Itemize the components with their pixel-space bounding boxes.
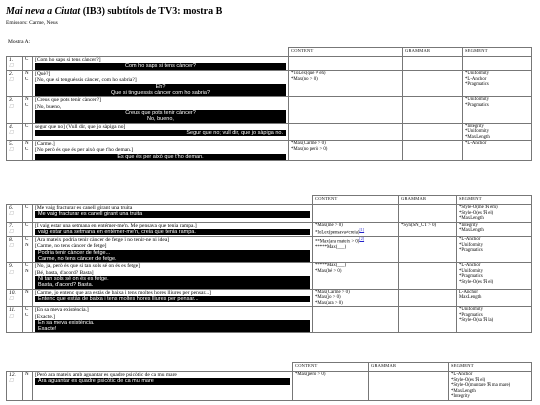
speaker-cell [23,141,33,161]
title-italic: Mai neva a Ciutat [6,6,81,17]
speaker-code: C [25,103,29,109]
segment-tag: *Integrity [451,394,470,400]
subtitle-line: En sa meva existència. [35,320,310,326]
speaker-cell [23,289,33,307]
table-row [7,71,532,97]
speaker-cell [23,97,33,123]
subtitle-line: Entenc que estàs de baixa i tens moltes hores lliures per pensar... [35,296,310,302]
segment-tag: *Uniformity [465,129,489,135]
subtitle-line: Ni tan sols sé on és es fetge. [35,276,310,282]
analysis-table-2 [6,195,532,333]
speaker-code: N [25,71,29,77]
table-row [7,289,532,307]
header-segment: SEGMENT [457,196,532,205]
row-number-cell [7,57,23,71]
speaker-cell [23,237,33,263]
content-cell [313,307,399,333]
content-tag: *Max(bé > 0) [315,268,342,274]
table-row [7,205,532,223]
sample-label: Mostra A: [8,39,31,45]
content-tag: *Max(però > 0) [295,372,326,377]
row-tick-icon: ☐ [9,270,14,276]
segment-cell [463,97,532,123]
content-tag: *****Max(___) [315,263,347,269]
content-tag: *Max(jo > 0) [315,295,341,301]
row-number: 6. [9,205,14,211]
speaker-cell [23,123,33,141]
header-grammar: GRAMMAR [403,48,463,57]
segment-tag: *Integrity [459,222,478,228]
segment-tag: *Uniformity [465,71,489,77]
grammar-cell [399,237,457,263]
grammar-cell [369,372,449,401]
row-number: 1. [9,57,14,63]
segment-tag: *Uniformity [465,97,489,103]
row-number-cell [7,205,23,223]
segment-tag: *L-Anchor [451,372,473,377]
segment-tag: *Style-O(me ℜ em) [459,205,498,210]
row-number-cell [7,307,23,333]
table-row [7,237,532,263]
segment-cell [457,307,532,333]
grammar-cell [399,222,457,237]
header-segment: SEGMENT [463,48,532,57]
speaker-code: C [25,205,29,210]
source-line: [Exacte.] [35,313,55,320]
speaker-code: C [25,222,29,228]
row-tick-icon: ☐ [9,148,14,154]
row-number: 5. [9,141,14,148]
source-line: [No però és que és per això que t'ho deman.] [35,147,134,154]
content-cell [313,289,399,307]
row-number: 8. [9,237,14,244]
grammar-cell [403,123,463,141]
segment-cell [463,71,532,97]
row-number-cell [7,263,23,289]
content-tag: *****Max(___) [315,245,347,251]
row-number-cell [7,97,23,123]
subtitle-line: Basta, d'acord? Basta. [35,282,310,288]
row-number: 11. [9,307,16,314]
speaker-code: N [25,372,29,377]
row-tick-icon: ☐ [9,244,14,250]
table-row [7,123,532,141]
row-number: 2. [9,71,14,78]
row-tick-icon: ☐ [9,64,14,70]
content-cell [289,71,403,97]
content-cell [313,205,399,223]
speaker-code: N [25,97,29,103]
transcript-cell [33,307,313,333]
header-content: CONTENT [313,196,399,205]
speaker-code: C [25,146,29,152]
header-grammar: GRAMMAR [399,196,457,205]
segment-tag: *Pragmatics [465,102,489,108]
speaker-cell [23,372,33,401]
content-cell [289,141,403,161]
table-row [7,307,532,333]
segment-cell [449,372,532,401]
row-number: 10. [9,289,16,296]
content-tag: *IoLex(pensava≠creia)[1] [315,227,365,236]
segment-tag: *L-Anchor [465,76,487,82]
segment-tag: *L-Anchor [459,263,481,269]
source-line: [Carme.] [35,141,55,148]
row-number-cell [7,71,23,97]
content-cell [313,263,399,289]
content-cell [313,237,399,263]
header-segment: SEGMENT [449,363,532,372]
grammar-cell [399,289,457,307]
row-number: 3. [9,97,14,104]
content-cell [313,222,399,237]
row-tick-icon: ☐ [9,130,14,136]
speaker-code: N [25,269,29,275]
transcript-cell [33,289,313,307]
segment-tag: *Pragmatics [465,82,489,88]
source-line: [Carme, no tens càncer de fetge] [35,243,107,250]
row-number: 9. [9,263,14,270]
source-line: [Me vaig fracturar es canell girant una truita [35,205,133,211]
segment-cell [457,289,532,307]
segment-tag: *Uniformity [459,242,483,248]
transcript-cell [33,141,289,161]
subtitle-line: vaig estar una setmana en entémer-me'n, creia que tenia rampa. [35,229,310,235]
source-line: [En sa meva existència.] [35,307,89,314]
grammar-tag: *Syn(SN_CT > 0) [401,222,437,228]
subtitle-line: No, bueno, [35,116,286,122]
analysis-table-1 [6,47,532,161]
grammar-cell [403,97,463,123]
content-cell [293,372,369,401]
source-line: [I vaig estar una setmana en entémer-me'n. Me pensava que tenia rampa.] [35,222,197,229]
segment-tag: *Pragmatics [459,312,483,318]
content-tag: *Max(no però > 0) [291,146,328,152]
segment-cell [457,205,532,223]
row-number: 4. [9,123,14,130]
issuers-line: Emissors: Carme, Neus [6,20,58,26]
row-number-cell [7,222,23,237]
row-number-cell [7,141,23,161]
transcript-cell [33,372,293,401]
grammar-cell [403,57,463,71]
transcript-cell [33,263,313,289]
speaker-code: C [25,57,29,62]
table-row [7,97,532,123]
content-tag: *Max(Carme > 0) [315,289,350,295]
speaker-code: N [25,141,29,147]
segment-cell [457,237,532,263]
transcript-cell [33,123,289,141]
row-tick-icon: ☐ [9,296,14,302]
footnote-link[interactable]: [1] [359,227,365,233]
segment-tag: *MaxLength [465,134,490,140]
content-cell [289,57,403,71]
segment-tag: *L-Anchor [465,141,487,147]
transcript-cell [33,71,289,97]
row-number-cell [7,123,23,141]
subtitle-line: Creus que pots tenir càncer? [35,110,286,116]
source-line: [Ara mateix podria tenir càncer de fetge i no tenir-ne ni idea] [35,237,170,244]
document-title [6,6,222,18]
grammar-cell [403,141,463,161]
speaker-code: C [25,263,29,269]
source-line: [Bé, basta, d'acord? Basta] [35,269,94,276]
segment-tag: *Pragmatics [459,274,483,280]
header-content: CONTENT [289,48,403,57]
row-tick-icon: ☐ [9,104,14,110]
table-2-body [7,205,532,333]
transcript-cell [33,222,313,237]
subtitle-line: Com ho saps si tens càncer? [35,63,286,69]
segment-cell [457,263,532,289]
table-3-body [7,372,532,401]
table-row [7,141,532,161]
grammar-cell [403,71,463,97]
speaker-cell [23,307,33,333]
segment-tag: *Style-O(es ℜ el) [459,210,494,216]
speaker-cell [23,57,33,71]
segment-tag: *Pragmatics [459,248,483,254]
source-line: segur que no] (Vull dir, que jo sàpiga no] [35,123,126,130]
segment-tag: L-Anchor [459,289,478,295]
speaker-cell [23,263,33,289]
speaker-code: C [25,123,29,129]
row-number: 12. [9,372,16,378]
footnote-link[interactable]: [2] [359,236,365,242]
segment-cell [463,141,532,161]
subtitle-line: Que si tinguessis càncer com ho sabria? [35,90,286,96]
table-1-body [7,57,532,161]
source-line: [Creus que pots tenir càncer?] [35,97,101,104]
row-tick-icon: ☐ [9,229,14,235]
segment-tag: *Uniformity [459,307,483,313]
row-tick-icon: ☐ [9,212,14,218]
source-line: [Com ho saps si tens càncer?] [35,57,101,63]
speaker-code: C [25,76,29,82]
content-tag: *Max(Carme > 0) [291,141,326,147]
segment-tag: *Style-O(es ℜ el) [459,279,494,285]
content-tag: *ToLex(què ≠ eh) [291,71,326,77]
analysis-table-3 [6,362,532,401]
segment-tag: *Integrity [465,123,484,129]
segment-tag: *MaxLength [459,228,484,234]
source-line: [No, que si tenguéssis càncer, com ho sabria?] [35,77,137,84]
speaker-cell [23,205,33,223]
segment-tag: MaxLength [459,295,482,301]
transcript-cell [33,57,289,71]
row-number: 7. [9,222,14,229]
segment-tag: *Style-O(es ℜ el) [451,377,486,383]
source-line: [No, bueno, [35,103,62,110]
transcript-cell [33,205,313,223]
subtitle-line: Carme, no tens càncer de fetge. [35,256,310,262]
subtitle-line: Ara aguantar es quadre psicòtic de ca mu mare [35,378,290,384]
subtitle-line: Exacte! [35,326,310,332]
segment-tag: *L-Anchor [459,237,481,243]
row-number-cell [7,289,23,307]
speaker-cell [23,71,33,97]
segment-cell [463,123,532,141]
source-line: [Però ara mateix amb aguantar es quadre psicòtic de ca mu mare [35,372,177,378]
row-tick-icon: ☐ [9,78,14,84]
speaker-code: C [25,237,29,243]
segment-tag: *Style-O(muntare ℜ ma mare) [451,383,511,389]
segment-tag: *Style-O(sa ℜ la) [459,318,494,324]
segment-tag: *Uniformity [459,268,483,274]
subtitle-line: És que és per això que t'ho deman. [35,154,286,160]
grammar-cell [399,307,457,333]
row-tick-icon: ☐ [9,379,14,385]
speaker-code: N [25,289,29,295]
content-cell [289,123,403,141]
row-tick-icon: ☐ [9,314,14,320]
content-tag: *Max(me > 0) [315,222,343,228]
header-content: CONTENT [293,363,369,372]
segment-tag: *MaxLength [451,388,476,394]
subtitle-line: Podria tenir càncer de fetge... [35,250,310,256]
subtitle-line: Me vaig fracturar es canell girant una truita [35,211,310,217]
content-tag: *Max(no > 0) [291,76,318,82]
transcript-cell [33,97,289,123]
speaker-code: C [25,312,29,318]
content-cell [289,97,403,123]
speaker-cell [23,222,33,237]
table-row [7,263,532,289]
source-line: [Carme, jo entenc que ara estàs de baixa i tens moltes hores lliures per pensar...] [35,289,211,296]
speaker-code: N [25,242,29,248]
segment-cell [463,57,532,71]
speaker-code: C [25,307,29,313]
row-number-cell [7,372,23,401]
grammar-cell [399,205,457,223]
source-line: [No, ja, però és que si tan sols sé on és es fetge] [35,263,141,270]
segment-tag: *MaxLength [459,216,484,222]
table-row [7,372,532,401]
subtitle-line: Segur que no; vull dir, que jo sàpiga no. [35,130,286,136]
content-tag: *Max(ara > 0) [315,300,343,306]
source-line: [Què?] [35,71,51,78]
segment-cell [457,222,532,237]
transcript-cell [33,237,313,263]
title-rest: (IB3) subtítols de TV3: mostra B [80,6,223,17]
content-tag: **Max(ara mateix > 0)[2] [315,236,365,245]
grammar-cell [399,263,457,289]
table-row [7,222,532,237]
table-row [7,57,532,71]
subtitle-line: Eh? [35,84,286,90]
row-number-cell [7,237,23,263]
header-grammar: GRAMMAR [369,363,449,372]
